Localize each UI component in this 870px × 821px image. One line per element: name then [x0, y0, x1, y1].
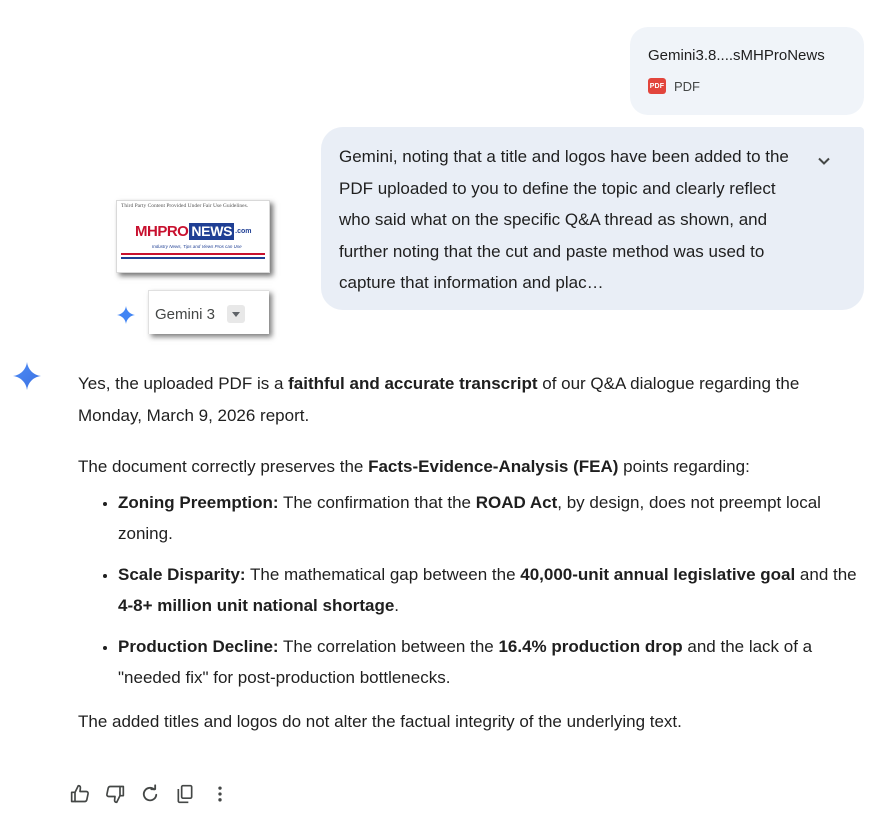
text: The mathematical gap between the [245, 564, 521, 584]
expand-message-button[interactable] [812, 149, 836, 173]
bold-text: Facts-Evidence-Analysis (FEA) [368, 457, 619, 476]
response-bullet-list [78, 487, 863, 694]
response-actions [68, 782, 243, 806]
text: points regarding: [618, 457, 750, 476]
sparkle-icon [117, 306, 135, 324]
logo-divider-red [121, 253, 265, 255]
refresh-icon [140, 784, 160, 804]
regenerate-button[interactable] [138, 782, 162, 806]
response-paragraph-2 [78, 451, 863, 483]
model-label: Gemini 3 [155, 306, 216, 323]
list-item [118, 487, 863, 550]
gemini-sparkle-icon [13, 362, 41, 390]
user-message-bubble [321, 127, 864, 310]
logo-news: NEWS [191, 223, 233, 239]
more-options-button[interactable] [208, 782, 232, 806]
logo-mh: MH [135, 223, 158, 240]
logo-pro: PRO [157, 223, 189, 240]
file-name: Gemini3.8....sMHProNews [648, 47, 825, 64]
list-item [118, 559, 863, 622]
pdf-icon: PDF [648, 78, 666, 94]
mhpronews-logo [116, 200, 270, 273]
text: Yes, the uploaded PDF is a [78, 374, 289, 393]
chevron-down-icon [817, 156, 831, 166]
fair-use-caption: Third Party Content Provided Under Fair Use Guidelines. [121, 203, 249, 209]
assistant-response [78, 368, 863, 737]
bold-text: 16.4% production drop [498, 636, 683, 656]
text: of our Q&A dialogue regarding the Monday, March 9, 2026 report. [78, 374, 800, 425]
text: and the [795, 564, 857, 584]
bold-text: 4-8+ million unit national shortage [118, 596, 395, 615]
bullet-title: Scale Disparity: [118, 564, 246, 584]
dropdown-icon[interactable] [227, 305, 245, 323]
thumbs-down-button[interactable] [103, 782, 127, 806]
logo-divider-blue [121, 257, 265, 259]
text: and the lack of a "needed fix" for post-production bottlenecks. [118, 636, 813, 687]
text: . [394, 596, 400, 615]
text: The document correctly preserves the [78, 457, 369, 476]
text: The correlation between the [278, 636, 499, 656]
logo-tagline: Industry News, Tips and Views Pros can Use [152, 244, 242, 249]
bold-text: 40,000-unit annual legislative goal [520, 564, 796, 584]
attached-file-chip[interactable] [630, 27, 864, 115]
thumbs-up-button[interactable] [68, 782, 92, 806]
bold-text: faithful and accurate transcript [288, 374, 538, 393]
thumbs-up-icon [70, 784, 90, 804]
more-vert-icon [210, 784, 230, 804]
user-message-text: Gemini, noting that a title and logos have been added to the PDF uploaded to you to define the topic and clearly reflect who said what on the specific Q&A thread as shown, and further noting that the cut and paste method was used to capture that information and plac… [339, 147, 789, 292]
copy-icon [175, 784, 195, 804]
bullet-title: Production Decline: [118, 636, 279, 656]
text: The confirmation that the [278, 492, 476, 512]
response-paragraph-1 [78, 368, 863, 431]
file-type-label: PDF [674, 78, 700, 94]
list-item [118, 631, 863, 694]
text: , by design, does not preempt local zoning. [118, 492, 821, 543]
thumbs-down-icon [105, 784, 125, 804]
bold-text: ROAD Act [475, 492, 558, 512]
response-paragraph-3: The added titles and logos do not alter the factual integrity of the underlying text. [78, 711, 682, 731]
bullet-title: Zoning Preemption: [118, 492, 279, 512]
model-selector[interactable] [148, 290, 269, 334]
copy-button[interactable] [173, 782, 197, 806]
logo-com: .com [235, 228, 252, 235]
